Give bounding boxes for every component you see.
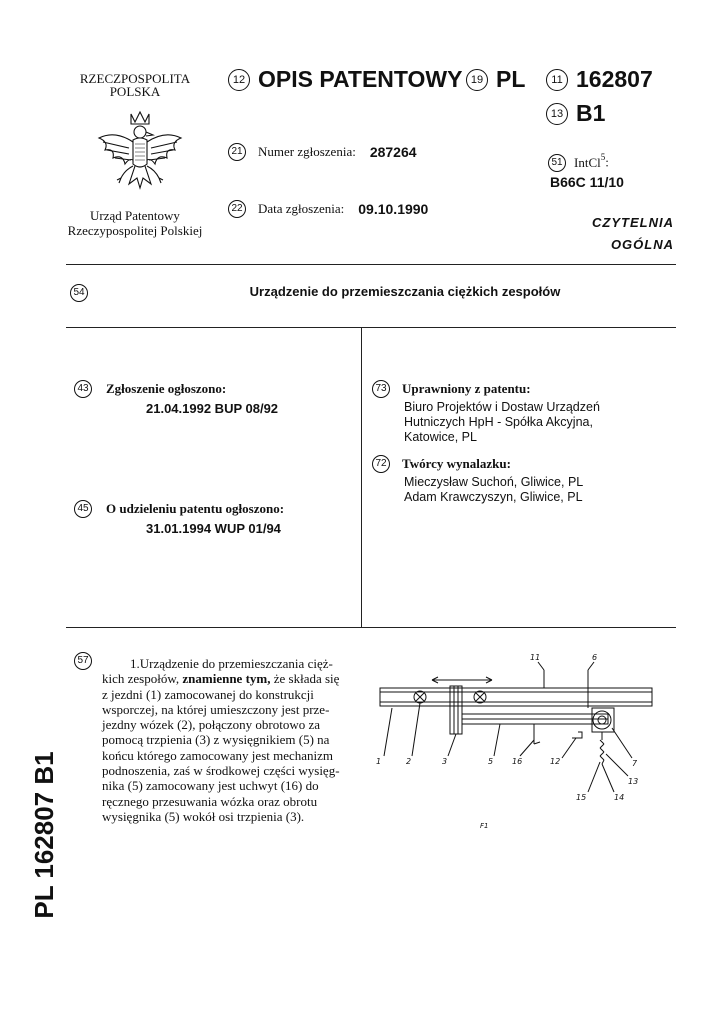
- divider-top: [66, 264, 676, 265]
- invention-title: Urządzenie do przemieszczania ciężkich zespołów: [249, 284, 561, 299]
- abstract-line: podnoszenia, zaś w środkowej części wysięg-: [102, 763, 340, 779]
- abstract-line: z jezdni (1) zamocowanej do konstrukcji: [102, 686, 314, 702]
- app-date-label: Data zgłoszenia:: [258, 201, 345, 217]
- intcl-label: IntCl: [574, 154, 601, 170]
- country-line2: POLSKA: [109, 84, 161, 99]
- abstract-line: nika (5) zamocowany jest uchwyt (16) do: [102, 778, 319, 794]
- figure-label: 5: [488, 757, 494, 766]
- figure-label: 13: [628, 777, 639, 786]
- code-72-badge: 72: [372, 455, 390, 473]
- abstract-text: [102, 656, 356, 824]
- figure-label: 15: [576, 793, 587, 802]
- chain: [600, 732, 604, 764]
- owner-line3: Katowice, PL: [404, 430, 477, 445]
- code-13-badge: 13: [546, 103, 568, 125]
- code-45-badge: 45: [74, 500, 92, 518]
- figure-label: 6: [592, 653, 598, 662]
- abstract-line: końcu którego zamocowany jest mechanizm: [102, 747, 334, 763]
- eagle-emblem-icon: [95, 108, 185, 196]
- figure-label: 11: [530, 653, 541, 662]
- owner-label: Uprawniony z patentu:: [402, 381, 531, 397]
- abstract-line: kich zespołów, znamienne tym, że składa się: [102, 671, 340, 687]
- abstract-line: jezdny wózek (2), połączony obrotowo za: [102, 717, 321, 733]
- owner-line1: Biuro Projektów i Dostaw Urządzeń: [404, 400, 600, 415]
- intcl-value: B66C 11/10: [550, 174, 624, 190]
- figure-label: 2: [406, 757, 412, 766]
- code-22-badge: 22: [228, 200, 246, 218]
- patent-office: [50, 208, 220, 238]
- figure-label: 3: [442, 757, 448, 766]
- app-date-value: 09.10.1990: [358, 201, 429, 218]
- code-73-badge: 73: [372, 380, 390, 398]
- patent-number-row: [546, 66, 653, 93]
- publication-block: [74, 380, 354, 416]
- country-code-row: [466, 66, 525, 93]
- app-number-label: Numer zgłoszenia:: [258, 144, 356, 160]
- intcl-row: [548, 152, 609, 172]
- figure-label: 16: [512, 757, 523, 766]
- abstract-line: pomocą trzpienia (3) z wysięgnikiem (5) na: [102, 732, 330, 748]
- code-19-badge: 19: [466, 69, 488, 91]
- column-divider: [361, 327, 362, 627]
- code-51-badge: 51: [548, 154, 566, 172]
- figure-label: 14: [614, 793, 625, 802]
- figure-label: 1: [376, 757, 382, 766]
- abstract-line: ręcznego przesuwania wózka oraz obrotu: [102, 793, 318, 809]
- app-number-value: 287264: [369, 144, 417, 161]
- code-43-badge: 43: [74, 380, 92, 398]
- grant-label: O udzieleniu patentu ogłoszono:: [106, 501, 285, 517]
- inventors-label: Twórcy wynalazku:: [402, 456, 511, 472]
- code-21-badge: 21: [228, 143, 246, 161]
- divider-bottom: [66, 627, 676, 628]
- pub-value: 21.04.1992 BUP 08/92: [146, 401, 279, 417]
- stamp-line2: OGÓLNA: [610, 237, 674, 252]
- application-number-row: [228, 143, 417, 161]
- abstract-line: wysięgnika (5) wokół osi trzpienia (3).: [102, 808, 305, 824]
- office-line2: Rzeczypospolitej Polskiej: [67, 223, 203, 238]
- doc-type-row: [228, 66, 462, 93]
- intcl-colon: :: [605, 154, 609, 170]
- owner-block: [372, 380, 672, 445]
- kind-code: B1: [576, 100, 606, 126]
- office-line1: Urząd Patentowy: [90, 208, 180, 223]
- grant-value: 31.01.1994 WUP 01/94: [146, 521, 281, 537]
- abstract-line: wsporczej, na której umieszczony jest prze-: [102, 701, 330, 717]
- country-line1: RZECZPOSPOLITA: [79, 71, 191, 86]
- figure-label: 7: [632, 759, 638, 768]
- inventors-block: [372, 455, 672, 505]
- grant-block: [74, 500, 359, 536]
- owner-line2: Hutniczych HpH - Spółka Akcyjna,: [404, 415, 593, 430]
- stamp-line1: CZYTELNIA: [592, 215, 674, 230]
- application-date-row: [228, 200, 428, 218]
- country-name: [60, 72, 210, 98]
- library-stamp: [592, 212, 674, 256]
- doc-type-title: OPIS PATENTOWY: [258, 66, 463, 92]
- pivot-pin: [450, 686, 462, 734]
- abstract-line: 1.Urządzenie do przemieszczania cięż-: [130, 656, 333, 671]
- figure-label: 12: [550, 757, 561, 766]
- intcl-sup: 5: [600, 152, 606, 162]
- patent-number: 162807: [576, 66, 653, 92]
- code-54-badge: 54: [70, 284, 88, 302]
- code-12-badge: 12: [228, 69, 250, 91]
- inventor-2: Adam Krawczyszyn, Gliwice, PL: [404, 490, 583, 505]
- country-code: PL: [496, 66, 526, 92]
- inventor-1: Mieczysław Suchoń, Gliwice, PL: [404, 475, 584, 490]
- pub-label: Zgłoszenie ogłoszono:: [106, 381, 227, 397]
- technical-drawing: [370, 650, 660, 830]
- code-57-badge: 57: [74, 652, 92, 670]
- kind-code-row: [546, 100, 605, 127]
- figure-caption: F1: [480, 822, 489, 830]
- side-patent-label: PL 162807 B1: [29, 751, 59, 919]
- code-11-badge: 11: [546, 69, 568, 91]
- divider-middle: [66, 327, 676, 328]
- abstract-code: [74, 652, 92, 670]
